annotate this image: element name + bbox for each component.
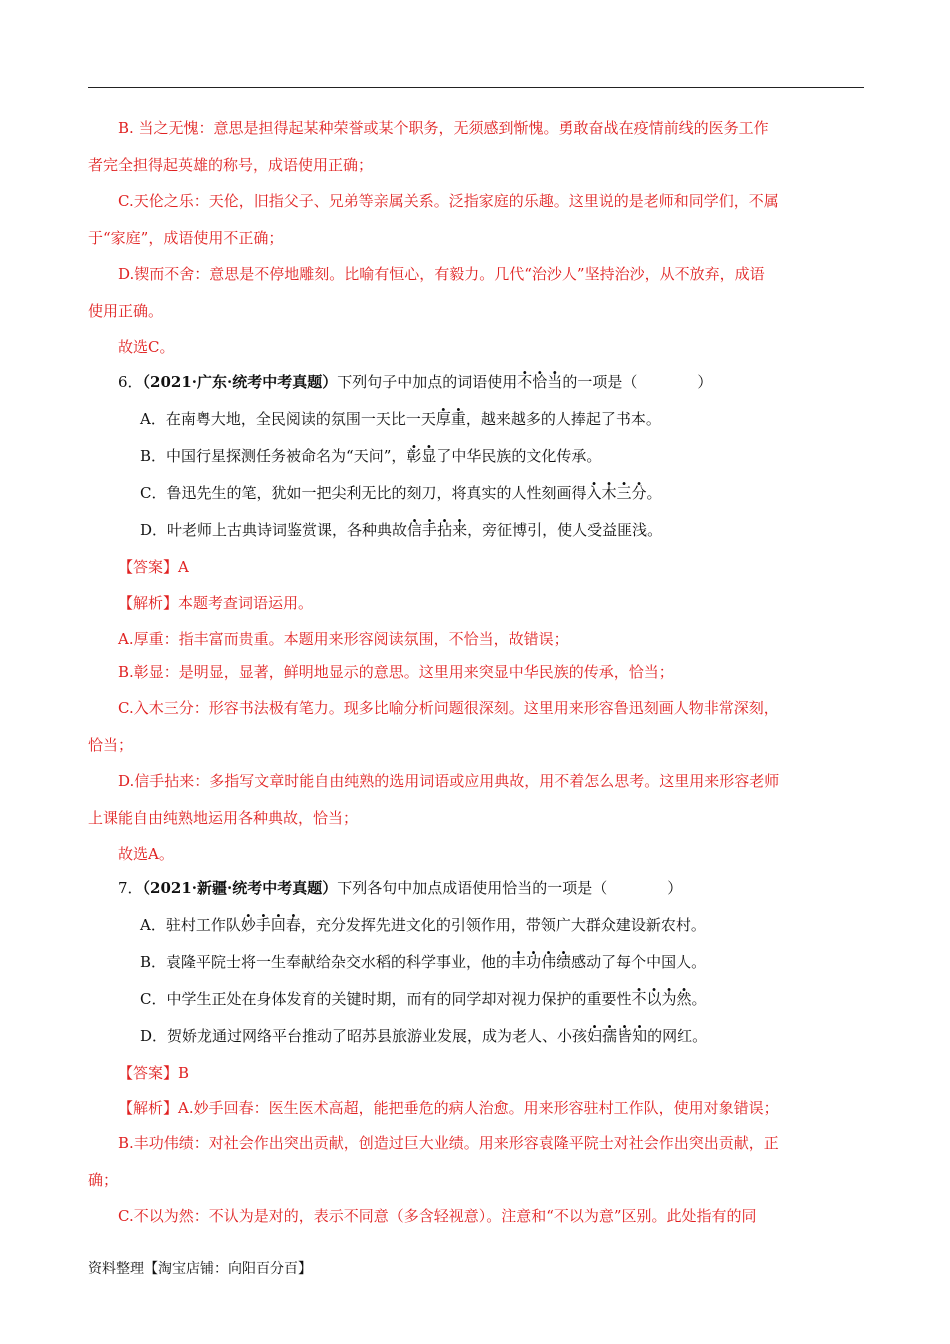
option-text: D．贺娇龙通过网络平台推动了昭苏县旅游业发展，成为老人、小孩 xyxy=(140,1027,588,1045)
text-line: 者完全担得起英雄的称号，成语使用正确； xyxy=(88,156,374,174)
dotted-char: 当 xyxy=(547,373,563,391)
option-text: 了中华民族的文化传承。 xyxy=(436,447,602,465)
option-text: ，越来越多的人捧起了书本。 xyxy=(465,410,661,428)
dotted-char: 妙 xyxy=(240,916,256,934)
text-line: 确； xyxy=(88,1171,119,1189)
answer-line: 【答案】A xyxy=(118,558,189,576)
dotted-char: 木 xyxy=(601,484,617,502)
analysis-line xyxy=(118,1098,779,1118)
dotted-char: 伟 xyxy=(541,953,557,971)
analysis-tag: 【解析】 xyxy=(118,594,179,612)
text-line: B.丰功伟绩：对社会作出突出贡献，创造过巨大业绩。用来形容袁隆平院士对社会作出突出贡献，正 xyxy=(118,1134,779,1152)
dotted-char: 彰 xyxy=(406,447,422,465)
dotted-char: 为 xyxy=(661,990,677,1008)
dotted-char: 拈 xyxy=(437,521,453,539)
text-line: 故选C。 xyxy=(118,338,175,356)
option-d xyxy=(140,520,662,540)
analysis-text: 本题考查词语运用。 xyxy=(178,594,314,612)
option-text: 。 xyxy=(691,990,707,1008)
question-number: 6． xyxy=(118,373,143,391)
option-a xyxy=(140,915,706,935)
question-text: 的一项是（ ） xyxy=(562,373,713,391)
text-line: 于“家庭”，成语使用不正确； xyxy=(88,229,284,247)
dotted-char: 来 xyxy=(452,521,468,539)
question-6-stem xyxy=(118,372,712,392)
header-rule xyxy=(88,87,864,88)
option-text: C．中学生正处在身体发育的关键时期，而有的同学却对视力保护的重要性 xyxy=(140,990,632,1008)
dotted-char: 信 xyxy=(407,521,423,539)
dotted-char: 功 xyxy=(526,953,542,971)
text-line: D.信手拈来：多指写文章时能自由纯熟的选用词语或应用典故，用不着怎么思考。这里用来形容老师 xyxy=(118,772,780,790)
option-text: ，充分发挥先进文化的引领作用，带领广大群众建设新农村。 xyxy=(300,916,706,934)
dotted-char: 绩 xyxy=(556,953,572,971)
text-line: B.彰显：是明显，显著，鲜明地显示的意思。这里用来突显中华民族的传承，恰当； xyxy=(118,663,674,681)
dotted-char: 妇 xyxy=(587,1027,603,1045)
dotted-char: 回 xyxy=(270,916,286,934)
option-b xyxy=(140,952,706,972)
dotted-char: 厚 xyxy=(435,410,451,428)
question-number: 7． xyxy=(118,879,143,897)
dotted-char: 孺 xyxy=(602,1027,618,1045)
dotted-char: 丰 xyxy=(511,953,527,971)
option-d xyxy=(140,1026,707,1046)
analysis-text: A.妙手回春：医生医术高超，能把垂危的病人治愈。用来形容驻村工作队，使用对象错误； xyxy=(178,1099,779,1117)
dotted-char: 恰 xyxy=(532,373,548,391)
footer-credit: 资料整理【淘宝店铺：向阳百分百】 xyxy=(88,1261,312,1277)
option-text: 感动了每个中国人。 xyxy=(571,953,707,971)
option-text: D．叶老师上古典诗词鉴赏课，各种典故 xyxy=(140,521,408,539)
option-text: B．袁隆平院士将一生奉献给杂交水稻的科学事业，他的 xyxy=(140,953,512,971)
option-a xyxy=(140,409,661,429)
question-7-stem xyxy=(118,878,682,898)
text-line: 上课能自由纯熟地运用各种典故，恰当； xyxy=(88,809,359,827)
dotted-char: 知 xyxy=(632,1027,648,1045)
question-text: 下列句子中加点的词语使用 xyxy=(337,373,518,391)
text-line: C.天伦之乐：天伦，旧指父子、兄弟等亲属关系。泛指家庭的乐趣。这里说的是老师和同学们，不属 xyxy=(118,192,779,210)
dotted-char: 手 xyxy=(255,916,271,934)
dotted-char: 春 xyxy=(285,916,301,934)
text-line: 使用正确。 xyxy=(88,302,164,320)
dotted-char: 皆 xyxy=(617,1027,633,1045)
option-text: C．鲁迅先生的笔，犹如一把尖利无比的刻刀，将真实的人性刻画得 xyxy=(140,484,587,502)
text-line: 恰当； xyxy=(88,736,134,754)
text-line: D.锲而不舍：意思是不停地雕刻。比喻有恒心，有毅力。几代“治沙人”坚持治沙，从不放弃，成语 xyxy=(118,265,765,283)
text-line: C.入木三分：形容书法极有笔力。现多比喻分析问题很深刻。这里用来形容鲁迅刻画人物非常深刻， xyxy=(118,699,779,717)
dotted-char: 不 xyxy=(517,373,533,391)
option-text: B．中国行星探测任务被命名为“天问”， xyxy=(140,447,407,465)
question-text: 下列各句中加点成语使用恰当的一项是（ ） xyxy=(337,879,683,897)
question-source: （2021·广东·统考中考真题） xyxy=(142,373,338,391)
option-text: 的网红。 xyxy=(647,1027,708,1045)
analysis-line xyxy=(118,593,313,613)
option-text: A．驻村工作队 xyxy=(140,916,241,934)
analysis-tag: 【解析】 xyxy=(118,1099,179,1117)
option-text: 。 xyxy=(646,484,662,502)
answer-line: 【答案】B xyxy=(118,1064,190,1082)
option-c xyxy=(140,483,662,503)
dotted-char: 手 xyxy=(422,521,438,539)
text-line: 故选A。 xyxy=(118,845,174,863)
option-c xyxy=(140,989,707,1009)
text-line: C.不以为然：不认为是对的，表示不同意（多含轻视意）。注意和“不以为意”区别。此处指有的同 xyxy=(118,1207,757,1225)
dotted-char: 然 xyxy=(676,990,692,1008)
dotted-char: 不 xyxy=(631,990,647,1008)
dotted-char: 重 xyxy=(450,410,466,428)
dotted-char: 入 xyxy=(586,484,602,502)
dotted-char: 以 xyxy=(646,990,662,1008)
option-text: ，旁征博引，使人受益匪浅。 xyxy=(467,521,663,539)
dotted-char: 显 xyxy=(421,447,437,465)
option-b xyxy=(140,446,601,466)
text-line: B. 当之无愧：意思是担得起某种荣誉或某个职务，无须感到惭愧。勇敢奋战在疫情前线的医务工作 xyxy=(118,119,769,137)
dotted-char: 三 xyxy=(616,484,632,502)
question-source: （2021·新疆·统考中考真题） xyxy=(142,879,338,897)
option-text: A．在南粤大地，全民阅读的氛围一天比一天 xyxy=(140,410,436,428)
dotted-char: 分 xyxy=(631,484,647,502)
text-line: A.厚重：指丰富而贵重。本题用来形容阅读氛围，不恰当，故错误； xyxy=(118,630,569,648)
